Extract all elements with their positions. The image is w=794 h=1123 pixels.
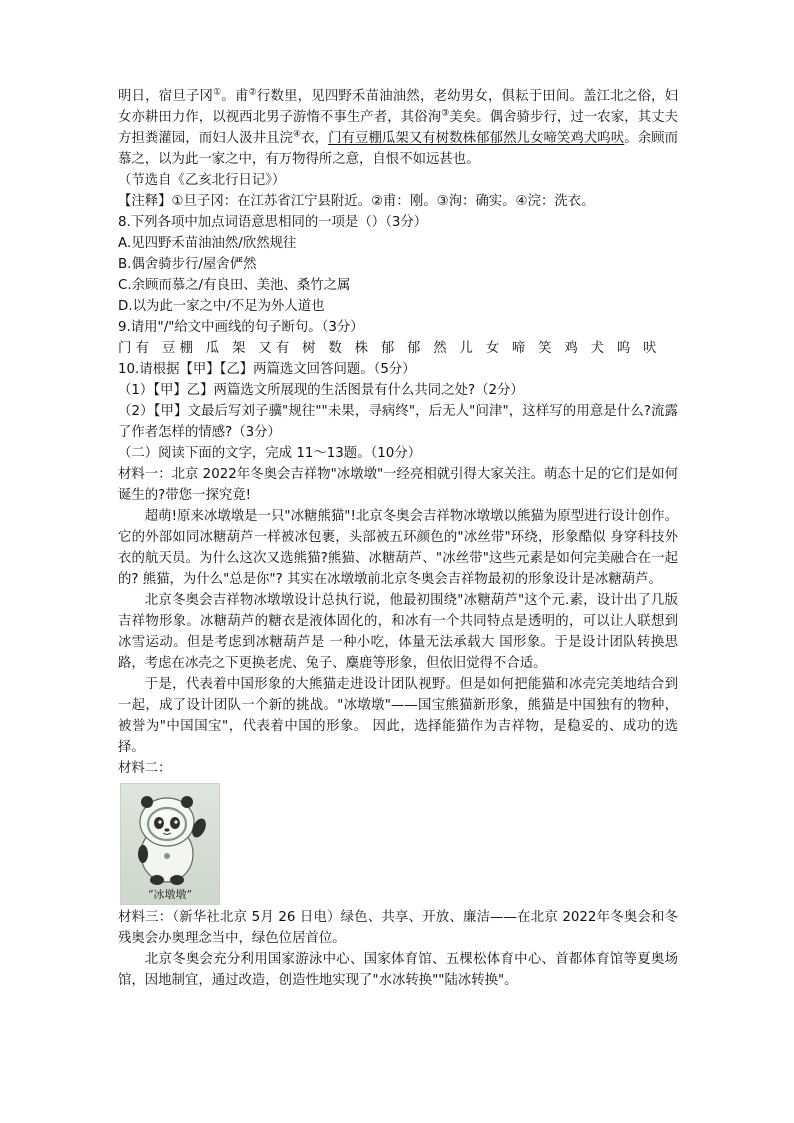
q9-sentence: 门有 豆棚 瓜 架 又有 树 数 株 郁 郁 然 儿 女 啼 笑 鸡 犬 呜 吠: [118, 341, 661, 356]
question-10-1: （1）【甲】乙】两篇选文所展现的生活图景有什么共同之处?（2分）: [118, 383, 524, 398]
footnote-mark: ③: [441, 108, 450, 119]
material-3-paragraph-1: 北京冬奥会充分利用国家游泳中心、国家体育馆、五棵松体育中心、首都体育馆等夏奥场馆，因地制宜，通过改造，创造性地实现了"水冰转换""陆冰转换"。: [118, 952, 678, 988]
passage-text: 行数里，见四野禾苗油油然，老幼男女，俱耘于田间。盖江北之俗，妇女亦耕田力作，以视西北男子游惰不事生产者，其俗洵: [118, 89, 679, 125]
q8-option-b: B.偶舍骑步行/屋舍俨然: [118, 257, 257, 272]
question-8: 8.下列各项中加点词语意思相同的一项是（）（3分）: [118, 215, 428, 230]
underlined-sentence: 门有豆棚瓜架又有树数株郁郁然儿女啼笑鸡犬呜吠: [328, 131, 625, 146]
passage-text: 衣，: [301, 131, 329, 146]
section-2-heading: （二）阅读下面的文字，完成 11～13题。（10分）: [118, 446, 422, 461]
footnote-mark: ④: [293, 129, 302, 140]
material-1-paragraph-1: 超萌!原来冰墩墩是一只"冰糖熊猫"!北京冬奥会吉祥物冰墩墩以熊猫为原型进行设计创作。它的外部如同冰糖葫芦一样被冰包裹，头部被五环颜色的"冰丝带"环绕，形象酷似 身穿科技外衣的航天员。为什么这次又选熊猫?熊猫、冰糖葫芦、"冰丝带"这些元素是如何完美融合在一起的? 熊猫，为什么"总是你"? 其实在冰墩墩前北京冬奥会吉祥物最初的形象设计是冰糖葫芦。: [118, 509, 678, 587]
footnote-mark: ②: [248, 87, 257, 98]
q8-option-d: D.以为此一家之中/不足为外人道也: [118, 299, 325, 314]
q8-option-a: A.见四野禾苗油油然/欣然规往: [118, 236, 297, 251]
material-2-label: 材料二：: [118, 761, 172, 776]
question-10-2: （2）【甲】文最后写刘子骥"规往""未果，寻病终"，后无人"问津"，这样写的用意是什么?流露了作者怎样的情感?（3分）: [118, 404, 678, 440]
panda-mascot-icon: [121, 784, 219, 904]
passage-text: 。余顾而慕之，以为此一家之中，有万物得所之意，自恨不如远甚也。: [118, 131, 679, 167]
bing-dwen-dwen-image: [120, 783, 220, 905]
material-1-intro: 材料一：北京 2022年冬奥会吉祥物"冰墩墩"一经亮相就引得大家关注。萌态十足的它们是如何诞生的?带您一探究竟!: [118, 467, 678, 503]
passage-text: 明日，宿旦子冈: [118, 89, 214, 104]
figure-caption: “冰墩墩”: [147, 888, 193, 901]
footnote-mark: ①: [213, 87, 222, 98]
passage-notes: 【注释】①旦子冈：在江苏省江宁县附近。②甫：刚。③洵：确实。④浣：洗衣。: [118, 194, 595, 209]
passage-text: 美矣。偶舍骑步行，过一农家，其丈夫方担粪灌园，而妇人汲井且浣: [118, 110, 678, 146]
question-9: 9.请用"/"给文中画线的句子断句。（3分）: [118, 320, 364, 335]
document-page: [118, 86, 678, 991]
question-10: 10.请根据【甲】【乙】两篇选文回答问题。（5分）: [118, 362, 416, 377]
material-1-paragraph-2: 北京冬奥会吉祥物冰墩墩设计总执行说，他最初围绕"冰糖葫芦"这个元.素，设计出了几版吉祥物形象。冰糖葫芦的糖衣是液体固化的，和冰有一个共同特点是透明的，可以让人联想到冰雪运动。但是考虑到冰糖葫芦是 一种小吃，体量无法承载大 国形象。于是设计团队转换思路，考虑在冰壳之下更换老虎、兔子、麋鹿等形象，但依旧觉得不合适。: [118, 593, 678, 671]
passage-paragraph: [118, 86, 678, 170]
passage-source: （节选自《乙亥北行日记》）: [118, 173, 286, 188]
material-3-intro: 材料三：（新华社北京 5月 26 日电）绿色、共享、开放、廉洁——在北京 2022年冬奥会和冬残奥会办奥理念当中，绿色位居首位。: [118, 910, 678, 946]
q8-option-c: C.余顾而慕之/有良田、美池、桑竹之属: [118, 278, 351, 293]
material-1-paragraph-3: 于是，代表着中国形象的大熊猫走进设计团队视野。但是如何把能猫和冰壳完美地结合到一起，成了设计团队一个新的挑战。"冰墩墩"——国宝熊猫新形象，熊猫是中国独有的物种，被誉为"中国国宝"，代表着中国的形象。 因此，选择能猫作为吉祥物，是稳妥的、成功的选择。: [118, 677, 678, 755]
passage-text: 。甫: [221, 89, 249, 104]
